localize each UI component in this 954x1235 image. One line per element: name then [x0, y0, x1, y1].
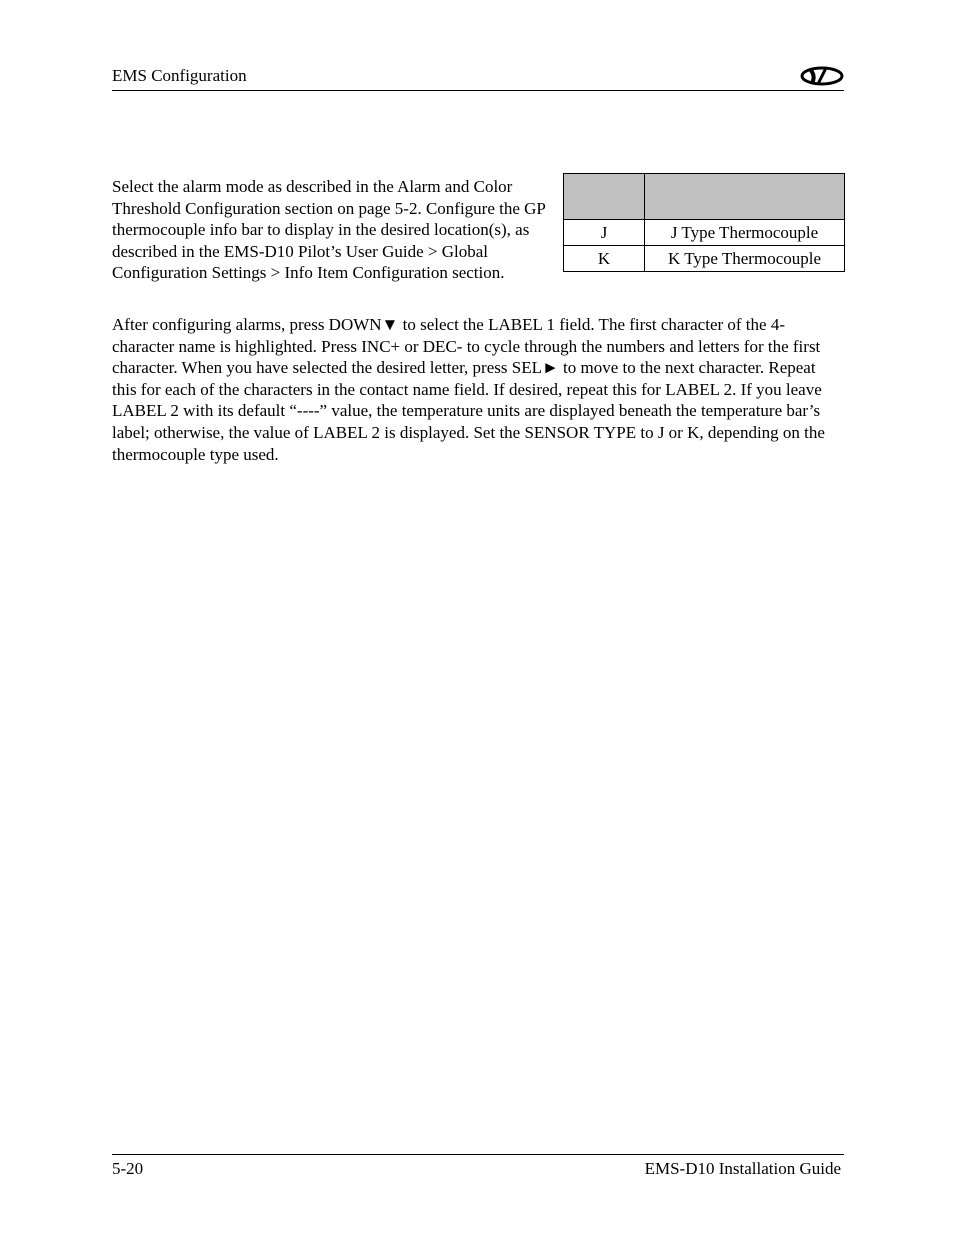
page-header [112, 64, 844, 91]
sensor-type-table [563, 173, 845, 272]
table-cell: J Type Thermocouple [645, 220, 845, 246]
table-cell: K [564, 246, 645, 272]
page-number: 5-20 [112, 1159, 144, 1178]
table-header-row [564, 174, 845, 220]
table-row [564, 246, 845, 272]
table-cell: K Type Thermocouple [645, 246, 845, 272]
dynon-logo-icon [800, 66, 844, 86]
header-title: EMS Configuration [112, 66, 247, 85]
table-row [564, 220, 845, 246]
page-footer [112, 1154, 844, 1183]
document-title: EMS-D10 Installation Guide [644, 1159, 841, 1178]
table-header-cell [564, 174, 645, 220]
table-header-cell [645, 174, 845, 220]
labels-paragraph: After configuring alarms, press DOWN▼ to select the LABEL 1 field. The first character of the 4-character name is highlighted. Press INC+ or DEC- to cycle through the numbers and letters for the first character. When you have selected the desired letter, press SEL► to move to the next character. Repeat this for each of the characters in the contact name field. If desired, repeat this for LABEL 2. If you leave LABEL 2 with its default “----” value, the temperature units are displayed beneath the temperature bar’s label; otherwise, the value of LABEL 2 is displayed. Set the SENSOR TYPE to J or K, depending on the thermocouple type used. [112, 315, 825, 464]
table-cell: J [564, 220, 645, 246]
intro-paragraph: Select the alarm mode as described in the Alarm and Color Threshold Configuration section on page 5-2. Configure the GP thermocouple info bar to display in the desired location(s), as described in the EMS-D10 Pilot’s User Guide > Global Configuration Settings > Info Item Configuration section. [112, 177, 546, 283]
